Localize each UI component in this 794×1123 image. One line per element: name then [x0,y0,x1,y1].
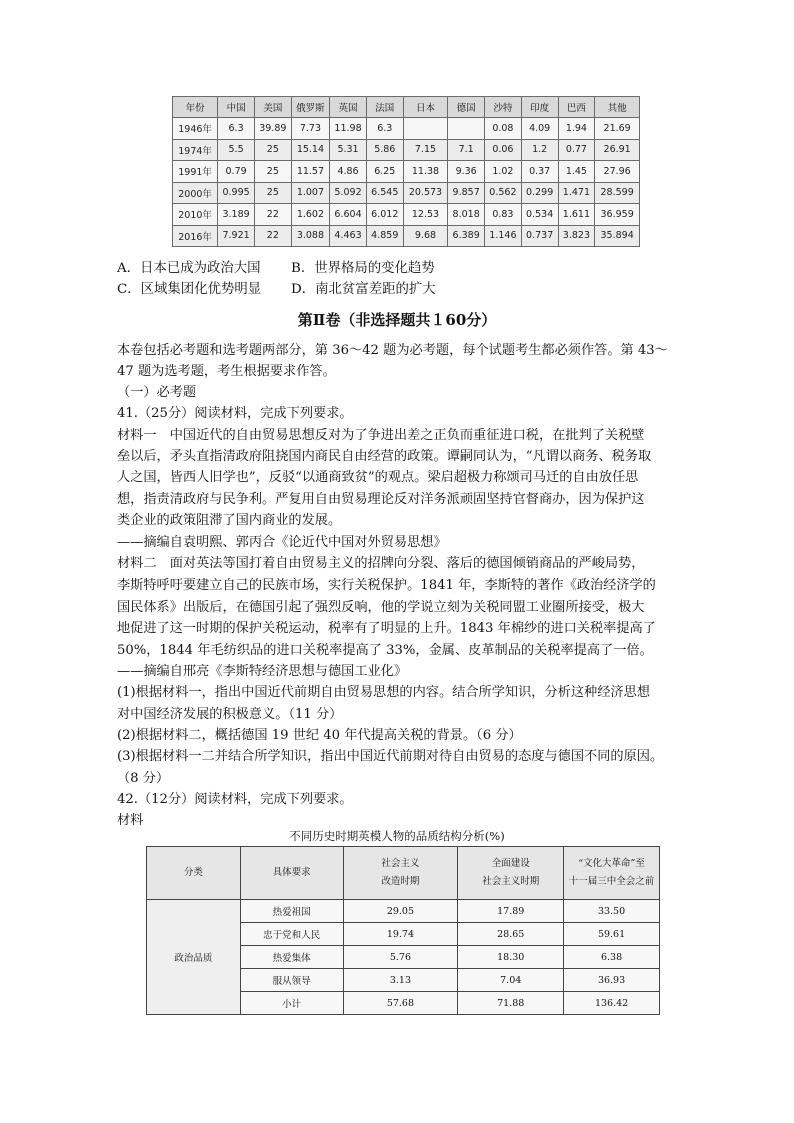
table-row [173,161,640,183]
column-header: 其他 [595,97,640,118]
table-row [173,182,640,204]
requirement-cell: 热爱祖国 [240,900,343,923]
value-cell: 5.86 [366,139,403,161]
value-cell: 0.79 [218,161,255,183]
value-cell: 19.74 [343,923,458,946]
text-line: (2)根据材料二，概括德国 19 世纪 40 年代提高关税的背景。（6 分） [117,728,522,743]
column-header: “文化大革命”至 十一届三中全会之前 [564,847,660,900]
value-cell: 6.3 [366,118,403,140]
column-header: 全面建设 社会主义时期 [458,847,564,900]
text-line: 47 题为选考题，考生根据要求作答。 [117,364,336,379]
value-cell: 57.68 [343,992,458,1015]
option-a[interactable]: A．日本已成为政治大国 [117,261,261,276]
text-line: ——摘编自袁明熙、郭丙合《论近代中国对外贸易思想》 [117,535,447,550]
value-cell: 7.921 [218,225,255,247]
value-cell: 11.98 [330,118,367,140]
value-cell: 26.91 [595,139,640,161]
year-cell: 1991年 [173,161,218,183]
value-cell: 5.31 [330,139,367,161]
column-header: 具体要求 [240,847,343,900]
value-cell: 0.737 [521,225,558,247]
year-cell: 2000年 [173,182,218,204]
value-cell: 1.611 [558,204,595,226]
text-line: 想，指责清政府与民争利。严复用自由贸易理论反对洋务派顽固坚持官督商办，因为保护这 [117,492,645,507]
section-heading: 第Ⅱ卷（非选择题共１60分） [297,311,497,329]
value-cell: 9.36 [448,161,485,183]
value-cell: 4.09 [521,118,558,140]
value-cell: 29.05 [343,900,458,923]
text-line: ——摘编自邢亮《李斯特经济思想与德国工业化》 [117,664,408,679]
value-cell: 12.53 [403,204,448,226]
value-cell: 7.15 [403,139,448,161]
value-cell: 4.859 [366,225,403,247]
table2-header-row [147,847,660,900]
value-cell: 4.86 [330,161,367,183]
table2-title: 不同历史时期英模人物的品质结构分析(%) [289,829,505,843]
table-row [173,118,640,140]
value-cell: 0.995 [218,182,255,204]
value-cell: 6.012 [366,204,403,226]
value-cell: 3.088 [291,225,329,247]
column-header: 德国 [448,97,485,118]
year-cell: 1974年 [173,139,218,161]
value-cell: 25 [254,161,291,183]
value-cell: 25 [254,182,291,204]
text-line: (1)根据材料一，指出中国近代前期自由贸易思想的内容。结合所学知识，分析这种经济思想 [117,685,650,700]
text-line: 材料 [117,813,144,828]
text-line: 人之国，皆西人旧学也”，反驳“以通商致贫”的观点。梁启超极力称颂司马迁的自由放任思 [117,470,639,485]
value-cell: 59.61 [564,923,660,946]
value-cell: 6.545 [366,182,403,204]
column-header: 印度 [521,97,558,118]
value-cell: 5.092 [330,182,367,204]
value-cell: 0.534 [521,204,558,226]
value-cell: 1.45 [558,161,595,183]
requirement-cell: 热爱集体 [240,946,343,969]
value-cell: 0.83 [485,204,522,226]
value-cell: 6.389 [448,225,485,247]
table-row [173,225,640,247]
value-cell: 0.299 [521,182,558,204]
value-cell: 6.38 [564,946,660,969]
text-line: 垒以后，矛头直指清政府阻挠国内商民自由经营的政策。谭嗣同认为，“凡谓以商务、税务取 [117,449,652,464]
value-cell: 9.68 [403,225,448,247]
option-d[interactable]: D．南北贫富差距的扩大 [291,282,436,297]
text-line: 材料一 中国近代的自由贸易思想反对为了争进出差之正负而重征进口税，在批判了关税壁 [117,428,645,443]
table-header-row [173,97,640,118]
value-cell: 35.894 [595,225,640,247]
value-cell: 7.73 [291,118,329,140]
value-cell: 5.5 [218,139,255,161]
text-line: 国民体系》出版后，在德国引起了强烈反响，他的学说立刻为关税同盟工业圈所接受，极大 [117,600,645,615]
value-cell: 1.2 [521,139,558,161]
value-cell: 22 [254,225,291,247]
column-header: 俄罗斯 [291,97,329,118]
requirement-cell: 服从领导 [240,969,343,992]
value-cell: 20.573 [403,182,448,204]
text-line: 42.（12分）阅读材料，完成下列要求。 [117,792,353,807]
column-header: 中国 [218,97,255,118]
column-header: 英国 [330,97,367,118]
column-header: 巴西 [558,97,595,118]
value-cell: 28.65 [458,923,564,946]
value-cell: 17.89 [458,900,564,923]
table-row [147,900,660,923]
value-cell: 39.89 [254,118,291,140]
value-cell: 6.25 [366,161,403,183]
value-cell: 36.93 [564,969,660,992]
text-line: 41.（25分）阅读材料，完成下列要求。 [117,406,353,421]
value-cell: 6.604 [330,204,367,226]
value-cell [403,118,448,140]
column-header: 美国 [254,97,291,118]
value-cell: 25 [254,139,291,161]
value-cell: 136.42 [564,992,660,1015]
value-cell: 7.04 [458,969,564,992]
column-header: 日本 [403,97,448,118]
text-line: 地促进了这一时期的保护关税运动，税率有了明显的上升。1843 年棉纱的进口关税率提高了 [117,621,656,636]
value-cell: 6.3 [218,118,255,140]
value-cell: 8.018 [448,204,485,226]
text-line: 类企业的政策阻滞了国内商业的发展。 [117,513,342,528]
value-cell: 0.08 [485,118,522,140]
value-cell: 1.602 [291,204,329,226]
value-cell: 0.77 [558,139,595,161]
value-cell: 1.471 [558,182,595,204]
year-cell: 1946年 [173,118,218,140]
text-line: (3)根据材料一二并结合所学知识，指出中国近代前期对待自由贸易的态度与德国不同的原因。 [117,749,664,764]
text-line: 李斯特呼吁要建立自己的民族市场，实行关税保护。1841 年，李斯特的著作《政治经济学的 [117,578,656,593]
table-row [173,139,640,161]
value-cell: 11.57 [291,161,329,183]
column-header: 法国 [366,97,403,118]
text-line: 本卷包括必考题和选考题两部分，第 36～42 题为必考题，每个试题考生都必须作答。第 43～ [117,343,668,358]
value-cell: 1.146 [485,225,522,247]
value-cell: 7.1 [448,139,485,161]
column-header: 社会主义 改造时期 [343,847,458,900]
value-cell: 3.823 [558,225,595,247]
value-cell: 27.96 [595,161,640,183]
year-cell: 2016年 [173,225,218,247]
value-cell: 3.13 [343,969,458,992]
text-line: 材料二 面对英法等国打着自由贸易主义的招牌向分裂、落后的德国倾销商品的严峻局势， [117,556,645,571]
requirement-cell: 小计 [240,992,343,1015]
value-cell: 5.76 [343,946,458,969]
value-cell: 22 [254,204,291,226]
category-cell: 政治品质 [147,900,241,1015]
value-cell: 36.959 [595,204,640,226]
table-row [173,204,640,226]
value-cell: 1.007 [291,182,329,204]
option-c[interactable]: C．区域集团化优势明显 [117,282,262,297]
value-cell: 4.463 [330,225,367,247]
value-cell: 1.94 [558,118,595,140]
value-cell: 3.189 [218,204,255,226]
value-cell: 18.30 [458,946,564,969]
value-cell: 0.562 [485,182,522,204]
column-header: 年份 [173,97,218,118]
value-cell [448,118,485,140]
value-cell: 1.02 [485,161,522,183]
country-share-table [172,96,640,247]
value-cell: 11.38 [403,161,448,183]
option-b[interactable]: B．世界格局的变化趋势 [291,261,435,276]
column-header: 分类 [147,847,241,900]
hero-quality-table [146,846,660,1015]
value-cell: 9.857 [448,182,485,204]
year-cell: 2010年 [173,204,218,226]
text-line: （8 分） [117,771,170,786]
value-cell: 21.69 [595,118,640,140]
text-line: （一）必考题 [117,385,197,400]
value-cell: 71.88 [458,992,564,1015]
value-cell: 33.50 [564,900,660,923]
text-line: 50%，1844 年毛纺织品的进口关税率提高了 33%，金属、皮革制品的关税率提高了一倍。 [117,643,653,658]
value-cell: 0.37 [521,161,558,183]
value-cell: 28.599 [595,182,640,204]
text-line: 对中国经济发展的积极意义。（11 分） [117,707,343,722]
value-cell: 0.06 [485,139,522,161]
requirement-cell: 忠于党和人民 [240,923,343,946]
column-header: 沙特 [485,97,522,118]
value-cell: 15.14 [291,139,329,161]
